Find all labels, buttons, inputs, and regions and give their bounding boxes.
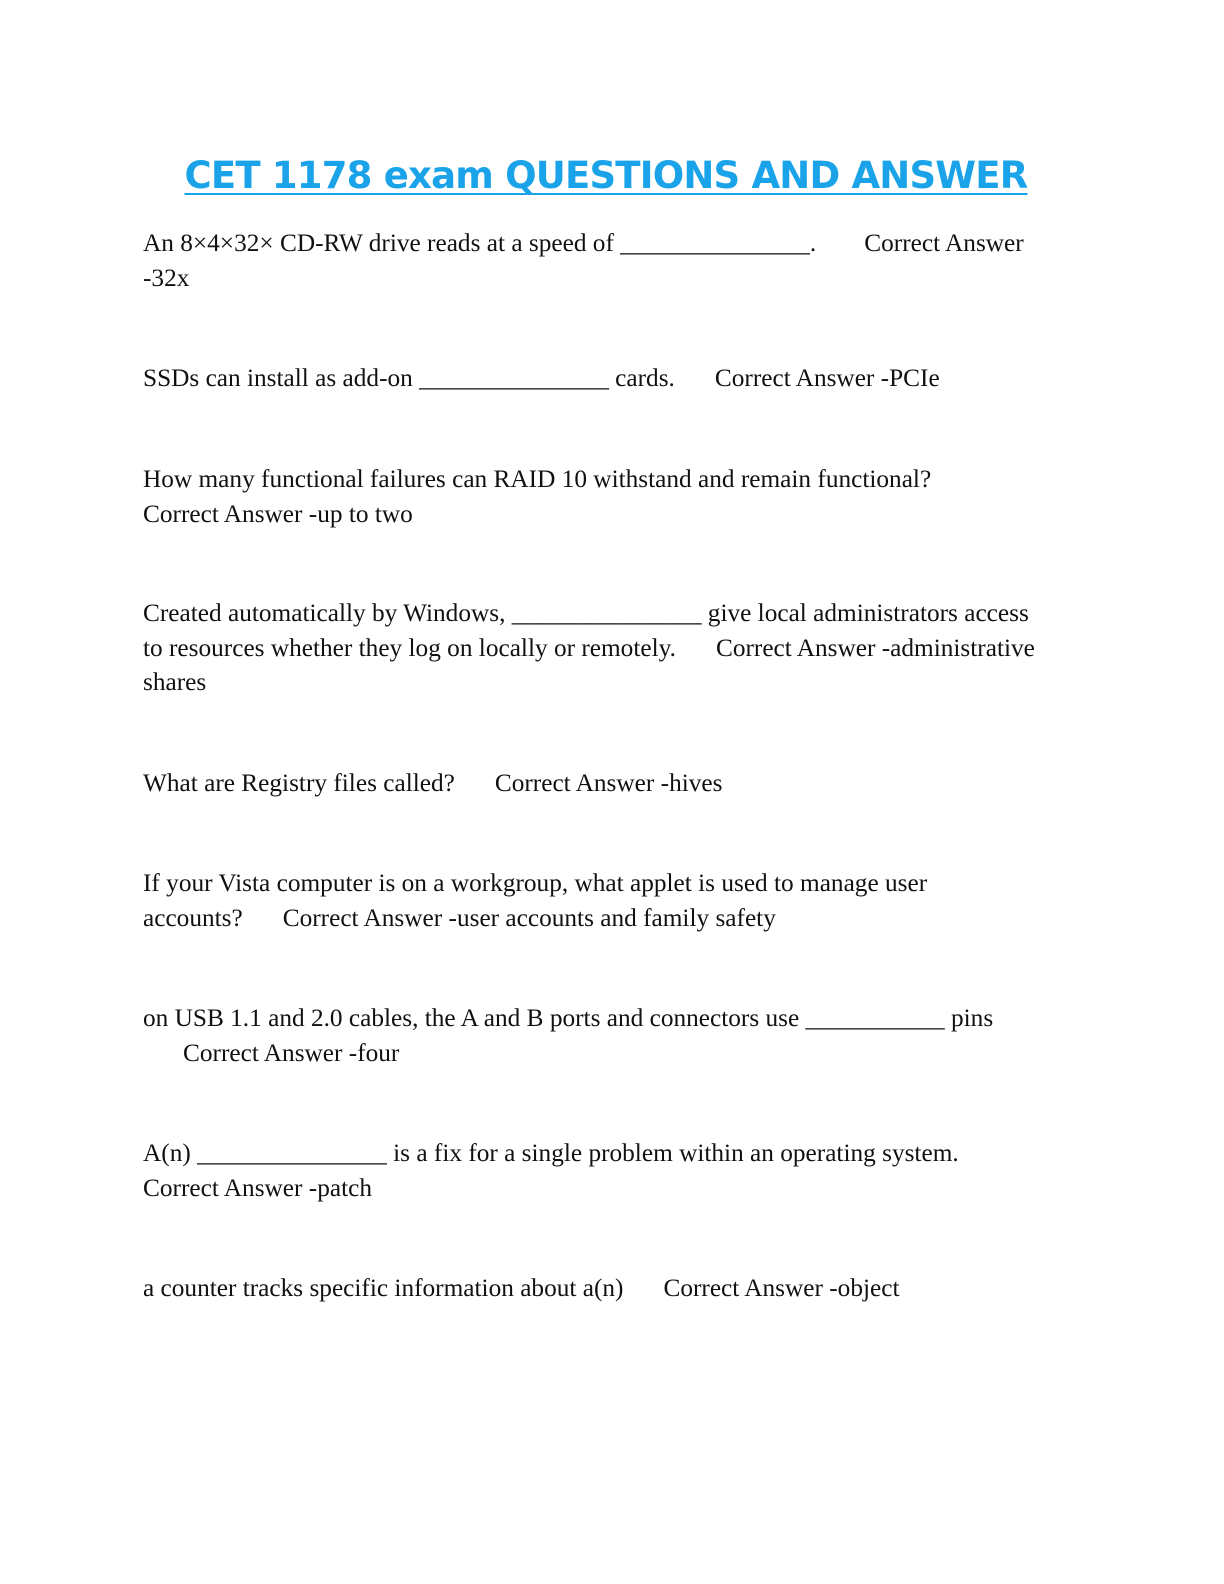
qa-item <box>143 462 1023 531</box>
answer-text: Correct Answer -object <box>663 1274 900 1302</box>
answer-text: Correct Answer -hives <box>494 769 723 797</box>
answer-text: Correct Answer -four <box>183 1038 400 1067</box>
qa-item <box>143 1271 1053 1306</box>
question-text: SSDs can install as add-on _______________ cards. <box>143 364 675 392</box>
question-text: a counter tracks specific information about a(n) <box>143 1274 624 1302</box>
answer-text: Correct Answer -administrative shares <box>143 633 1035 696</box>
qa-item <box>143 1136 1048 1205</box>
qa-item <box>143 866 1023 935</box>
answer-text: Correct Answer -patch <box>143 1173 372 1202</box>
qa-item <box>143 596 1048 700</box>
qa-item <box>143 226 1053 295</box>
question-text: If your Vista computer is on a workgroup, what applet is used to manage user accounts? <box>143 869 928 932</box>
answer-text: Correct Answer -32x <box>143 229 1024 292</box>
question-text: What are Registry files called? <box>143 769 455 797</box>
document-title: CET 1178 exam QUESTIONS AND ANSWER <box>184 154 1028 197</box>
qa-item <box>143 1001 1033 1070</box>
answer-text: Correct Answer -PCIe <box>714 364 940 392</box>
qa-item <box>143 766 1053 801</box>
qa-item <box>143 361 1053 396</box>
question-text: A(n) _______________ is a fix for a single problem within an operating system. <box>143 1139 959 1167</box>
question-text: on USB 1.1 and 2.0 cables, the A and B ports and connectors use ___________ pins <box>143 1004 994 1032</box>
question-text: Created automatically by Windows, _______________ give local administrators access to resources whether they log on locally or remotely. <box>143 599 1029 662</box>
answer-text: Correct Answer -up to two <box>143 499 413 528</box>
question-text: How many functional failures can RAID 10 withstand and remain functional? <box>143 465 932 493</box>
question-text: An 8×4×32× CD-RW drive reads at a speed of _______________. <box>143 229 817 257</box>
answer-text: Correct Answer -user accounts and family safety <box>282 903 776 932</box>
